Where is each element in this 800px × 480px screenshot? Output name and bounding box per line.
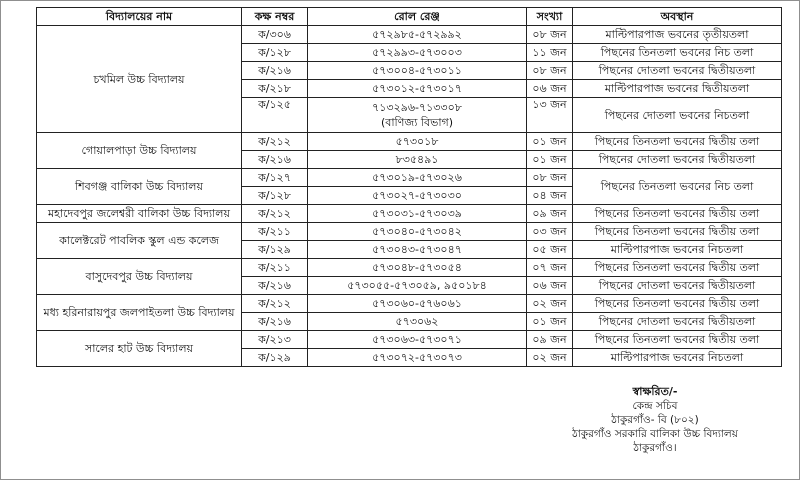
school-name: মধ্য হরিনারায়পুর জলপাইতলা উচ্চ বিদ্যালয় [37,295,242,331]
table-row [37,223,782,241]
room-cell: ক/১২৮ [242,187,308,205]
seat-plan-table [36,7,782,367]
room-cell: ক/২১৬ [242,277,308,295]
header-roll-range: রোল রেঞ্জ [308,8,527,26]
count-cell: ০৮ জন [527,62,573,80]
room-cell: ক/১২৭ [242,169,308,187]
room-cell: ক/১২৯ [242,349,308,367]
room-cell: ক/২১১ [242,223,308,241]
location-cell: পিছনের তিনতলা ভবনের দ্বিতীয় তলা [573,223,782,241]
room-cell: ক/১২৯ [242,241,308,259]
roll-cell: ৫৭২৯৯৩-৫৭৩০০৩ [308,44,527,62]
location-cell: পিছনের তিনতলা ভবনের দ্বিতীয় তলা [573,205,782,223]
table-header-row [37,8,782,26]
roll-cell: ৫৭৩০১৮ [308,133,527,151]
roll-cell: ৫৭৩০৪০-৫৭৩০৪২ [308,223,527,241]
exam-center-code: ঠাকুরগাঁও- বি (৮০২) [611,414,699,426]
roll-cell: ৫৭৩০৬০-৫৭৬০৬১ [308,295,527,313]
roll-cell: ৫৭৩০৩১-৫৭৩০৩৯ [308,205,527,223]
room-cell: ক/২১৩ [242,331,308,349]
school-name: বাসুদেবপুর উচ্চ বিদ্যালয় [37,259,242,295]
location-cell: পিছনের দোতলা ভবনের দ্বিতীয়তলা [573,313,782,331]
table-row [37,331,782,349]
location-cell: পিছনের দোতলা ভবনের দ্বিতীয়তলা [573,277,782,295]
room-cell: ক/১২৫ [242,98,308,133]
roll-cell: ৫৭৩০৪৩-৫৭৩০৪৭ [308,241,527,259]
count-cell: ০৬ জন [527,277,573,295]
roll-cell: ৫৭৩০৫৫-৫৭৩০৫৯, ৯৫০১৮৪ [308,277,527,295]
room-cell: ক/২১২ [242,205,308,223]
roll-cell: ৫৭৩০১২-৫৭৩০১৭ [308,80,527,98]
roll-cell: ৫৭২৯৮৫-৫৭২৯৯২ [308,26,527,44]
location-cell: মাল্টিপারপাজ ভবনের নিচতলা [573,241,782,259]
table-row [37,205,782,223]
location-cell: পিছনের দোতলা ভবনের দ্বিতীয়তলা [573,62,782,80]
count-cell: ০৫ জন [527,241,573,259]
roll-range-text: ৭১৩২৯৬-৭১৩৩০৮ [372,101,462,114]
count-cell: ১১ জন [527,44,573,62]
table-row [37,133,782,151]
institution-name: ঠাকুরগাঁও সরকারি বালিকা উচ্চ বিদ্যালয় [572,428,738,440]
room-cell: ক/২১৬ [242,151,308,169]
location-cell: পিছনের তিনতলা ভবনের দ্বিতীয় তলা [573,259,782,277]
signature-block [560,385,750,455]
count-cell: ০৭ জন [527,259,573,277]
roll-cell: ৫৭৩০১৯-৫৭৩০২৬ [308,169,527,187]
room-cell: ক/২১২ [242,133,308,151]
header-school-name: বিদ্যালয়ের নাম [37,8,242,26]
count-cell: ০১ জন [527,133,573,151]
count-cell: ০৮ জন [527,26,573,44]
roll-cell: ৫৭৩০৭২-৫৭৩০৭৩ [308,349,527,367]
location-cell: মাল্টিপারপাজ ভবনের দ্বিতীয়তলা [573,80,782,98]
location-cell: মাল্টিপারপাজ ভবনের তৃতীয়তলা [573,26,782,44]
count-cell: ০৩ জন [527,223,573,241]
count-cell: ১৩ জন [527,98,573,133]
school-name: মহাদেবপুর জলেশ্বরী বালিকা উচ্চ বিদ্যালয় [37,205,242,223]
school-name: চখমিল উচ্চ বিদ্যালয় [37,26,242,133]
roll-cell: ৫৭৩০২৭-৫৭৩০৩০ [308,187,527,205]
count-cell: ০৬ জন [527,80,573,98]
count-cell: ০৮ জন [527,169,573,187]
roll-cell [308,98,527,133]
location-cell: পিছনের তিনতলা ভবনের দ্বিতীয় তলা [573,295,782,313]
location-cell: পিছনের দোতলা ভবনের দ্বিতীয়তলা [573,151,782,169]
roll-cell: ৮৩৫৪৯১ [308,151,527,169]
location-cell: পিছনের তিনতলা ভবনের দ্বিতীয় তলা [573,133,782,151]
count-cell: ০৪ জন [527,187,573,205]
room-cell: ক/২১৬ [242,62,308,80]
room-cell: ক/২১২ [242,295,308,313]
table-row [37,259,782,277]
count-cell: ০১ জন [527,151,573,169]
room-cell: ক/২১১ [242,259,308,277]
header-location: অবস্থান [573,8,782,26]
table-row [37,169,782,187]
location-cell: পিছনের তিনতলা ভবনের দ্বিতীয় তলা [573,331,782,349]
room-cell: ক/২১৬ [242,313,308,331]
roll-cell: ৫৭৩০৪৮-৫৭৩০৫৪ [308,259,527,277]
room-cell: ক/১২৮ [242,44,308,62]
signatory-designation: কেন্দ্র সচিব [632,400,678,412]
table-row [37,26,782,44]
location-cell: মাল্টিপারপাজ ভবনের নিচতলা [573,349,782,367]
school-name: গোয়ালপাড়া উচ্চ বিদ্যালয় [37,133,242,169]
count-cell: ০২ জন [527,295,573,313]
roll-cell: ৫৭৩০৬৩-৫৭৩০৭১ [308,331,527,349]
room-cell: ক/২১৮ [242,80,308,98]
room-cell: ক/৩০৬ [242,26,308,44]
count-cell: ০৯ জন [527,205,573,223]
district-name: ঠাকুরগাঁও। [633,442,677,454]
signed-mark: স্বাক্ষরিত/- [632,385,678,398]
school-name: কালেক্টরেট পাবলিক স্কুল এন্ড কলেজ [37,223,242,259]
location-cell: পিছনের তিনতলা ভবনের নিচ তলা [573,169,782,205]
location-cell: পিছনের তিনতলা ভবনের নিচ তলা [573,44,782,62]
school-name: শিবগঞ্জ বালিকা উচ্চ বিদ্যালয় [37,169,242,205]
location-cell: পিছনের দোতলা ভবনের নিচতলা [573,98,782,133]
table-row [37,295,782,313]
count-cell: ০১ জন [527,313,573,331]
count-cell: ০২ জন [527,349,573,367]
school-name: সালের হাট উচ্চ বিদ্যালয় [37,331,242,367]
roll-cell: ৫৭৩০০৪-৫৭৩০১১ [308,62,527,80]
header-count: সংখ্যা [527,8,573,26]
count-cell: ০৯ জন [527,331,573,349]
roll-note-text: (বাণিজ্য বিভাগ) [380,116,454,129]
roll-cell: ৫৭৩০৬২ [308,313,527,331]
header-room-number: কক্ষ নম্বর [242,8,308,26]
